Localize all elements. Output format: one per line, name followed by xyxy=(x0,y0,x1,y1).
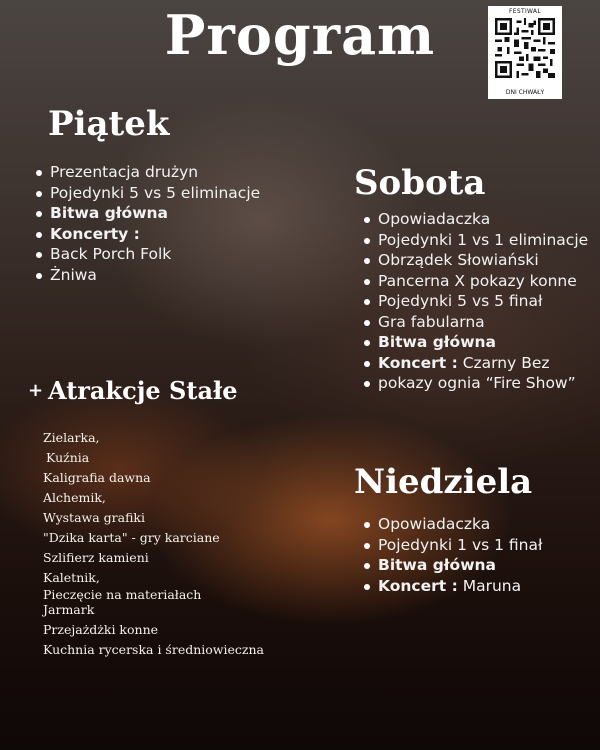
list-item: Bitwa główna xyxy=(362,332,588,353)
sunday-heading: Niedziela xyxy=(354,462,533,502)
attractions-heading: Atrakcje Stałe xyxy=(48,376,238,405)
list-item: Szlifierz kamieni xyxy=(43,550,149,565)
sunday-list xyxy=(362,514,542,596)
list-item: Gra fabularna xyxy=(362,312,588,333)
list-item: Opowiadaczka xyxy=(362,209,588,230)
list-item: Kuźnia xyxy=(46,450,90,465)
list-item: Koncert : Maruna xyxy=(362,576,542,597)
list-item: Pojedynki 1 vs 1 eliminacje xyxy=(362,230,588,251)
list-item: "Dzika karta" - gry karciane xyxy=(43,530,220,545)
qr-code-icon xyxy=(495,18,555,78)
list-item: Kuchnia rycerska i średniowieczna xyxy=(43,642,264,657)
list-item: Zielarka, xyxy=(43,430,100,445)
list-item: Pojedynki 1 vs 1 finał xyxy=(362,535,542,556)
list-item: Obrządek Słowiański xyxy=(362,250,588,271)
list-item: Back Porch Folk xyxy=(34,244,260,265)
list-item: Przejażdżki konne xyxy=(43,622,159,637)
list-item: Koncerty : xyxy=(34,224,260,245)
saturday-heading: Sobota xyxy=(354,163,486,203)
list-item: Pancerna X pokazy konne xyxy=(362,271,588,292)
list-item: Koncert : Czarny Bez xyxy=(362,353,588,374)
qr-bottom-label: DNI CHWAŁY xyxy=(505,89,545,96)
list-item: pokazy ognia “Fire Show” xyxy=(362,373,588,394)
list-item: Wystawa grafiki xyxy=(43,510,145,525)
qr-code-badge[interactable] xyxy=(488,6,562,99)
list-item: Pieczęcie na materiałach xyxy=(43,587,202,602)
friday-heading: Piątek xyxy=(48,104,170,144)
list-item: Jarmark xyxy=(43,602,95,617)
list-item: Bitwa główna xyxy=(34,203,260,224)
list-item: Kaletnik, xyxy=(43,570,100,585)
saturday-list xyxy=(362,209,588,394)
list-item: Alchemik, xyxy=(43,490,106,505)
qr-top-label: FESTIWAL xyxy=(509,8,541,15)
list-item: Pojedynki 5 vs 5 finał xyxy=(362,291,588,312)
list-item: Kaligrafia dawna xyxy=(43,470,151,485)
friday-list xyxy=(34,162,260,285)
plus-icon: + xyxy=(28,380,44,401)
page-title: Program xyxy=(164,3,436,67)
attractions-list xyxy=(43,428,264,660)
list-item: Opowiadaczka xyxy=(362,514,542,535)
list-item: Bitwa główna xyxy=(362,555,542,576)
list-item: Pojedynki 5 vs 5 eliminacje xyxy=(34,183,260,204)
list-item: Prezentacja drużyn xyxy=(34,162,260,183)
list-item: Żniwa xyxy=(34,265,260,286)
